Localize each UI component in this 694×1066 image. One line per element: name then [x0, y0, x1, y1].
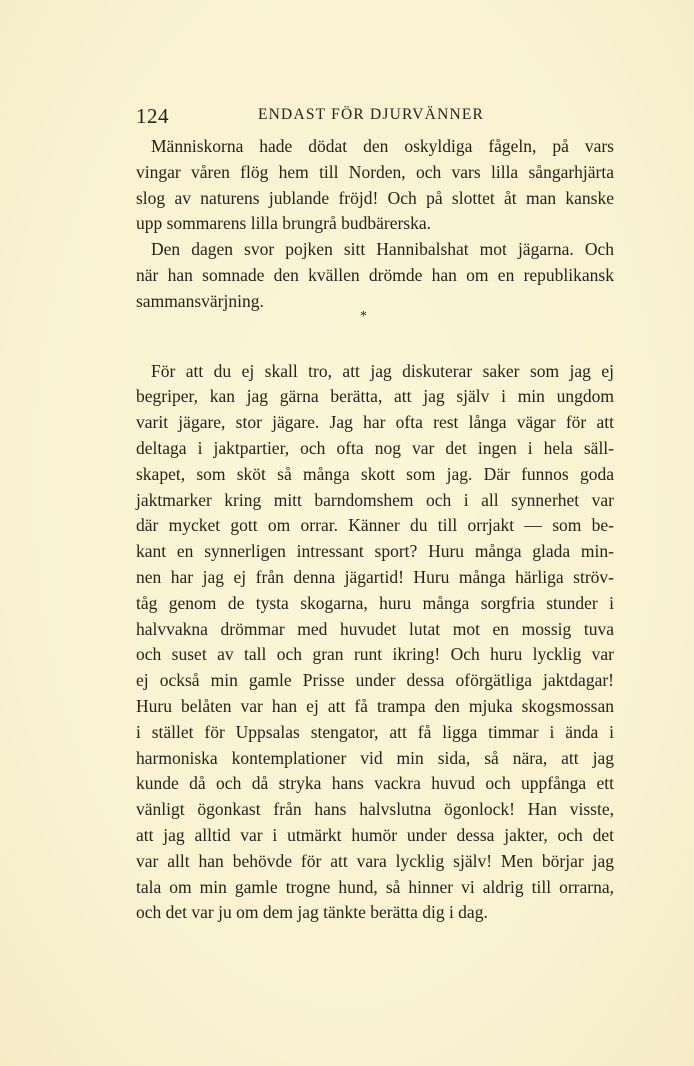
- text-line: när han somnade den kvällen drömde han om en republikansk: [136, 264, 614, 285]
- text-line: vingar våren flög hem till Norden, och vars lilla sångarhjärta: [136, 161, 614, 182]
- text-line: kant en synnerligen intressant sport? Huru många glada min-: [136, 541, 614, 562]
- text-line: halvvakna drömmar med huvudet lutat mot en mossig tuva: [136, 618, 614, 639]
- text-line: och det var ju om dem jag tänkte berätta dig i dag.: [136, 902, 488, 923]
- text-line: nen har jag ej från denna jägartid! Huru många härliga ströv-: [136, 566, 614, 587]
- page-header: [136, 104, 616, 128]
- paragraph: [136, 134, 614, 237]
- text-line: kunde då och då stryka hans vackra huvud och uppfånga ett: [136, 773, 614, 794]
- text-line: tåg genom de tysta skogarna, huru många sorgfria stunder i: [136, 592, 614, 613]
- text-line: vänligt ögonkast från hans halvslutna ögonlock! Han visste,: [136, 799, 614, 820]
- text-line: upp sommarens lilla brungrå budbärerska.: [136, 213, 431, 234]
- running-head: ENDAST FÖR DJURVÄNNER: [258, 106, 485, 123]
- text-line: Människorna hade dödat den oskyldiga fågeln, på vars: [151, 136, 614, 156]
- text-line: harmoniska kontemplationer vid min sida, så nära, att jag: [136, 747, 614, 768]
- text-line: skapet, som sköt så många skott som jag. Där funnos goda: [136, 463, 614, 484]
- text-line: slog av naturens jublande fröjd! Och på slottet åt man kanske: [136, 187, 614, 208]
- text-line: begriper, kan jag gärna berätta, att jag själv i min ungdom: [136, 386, 614, 407]
- asterisk-separator: *: [360, 308, 367, 324]
- text-line: Huru belåten var han ej att få trampa den mjuka skogsmossan: [136, 695, 614, 716]
- body-text: [136, 134, 614, 926]
- paragraph: [136, 237, 614, 314]
- text-line: var allt han behövde för att vara lycklig själv! Men börjar jag: [136, 850, 614, 871]
- text-line: Den dagen svor pojken sitt Hannibalshat mot jägarna. Och: [151, 239, 614, 260]
- text-line: För att du ej skall tro, att jag diskuterar saker som jag ej: [151, 360, 614, 381]
- text-line: varit jägare, stor jägare. Jag har ofta rest långa vägar för att: [136, 412, 614, 433]
- page-number: 124: [136, 104, 169, 128]
- text-line: och suset av tall och gran runt ikring! Och huru lycklig var: [136, 644, 614, 665]
- section-separator: [136, 308, 614, 359]
- text-line: sammansvärjning.: [136, 290, 264, 311]
- text-line: i stället för Uppsalas stengator, att få ligga timmar i ända i: [136, 721, 614, 742]
- text-line: att jag alltid var i utmärkt humör under dessa jakter, och det: [136, 824, 614, 845]
- text-line: deltaga i jaktpartier, och ofta nog var det ingen i hela säll-: [136, 437, 614, 458]
- text-line: jaktmarker kring mitt barndomshem och i all synnerhet var: [136, 489, 614, 510]
- text-line: tala om min gamle trogne hund, så hinner vi aldrig till orrarna,: [136, 876, 614, 897]
- paragraph: [136, 359, 614, 927]
- text-line: där mycket gott om orrar. Känner du till orrjakt — som be-: [136, 515, 614, 536]
- text-line: ej också min gamle Prisse under dessa oförgätliga jaktdagar!: [136, 670, 614, 691]
